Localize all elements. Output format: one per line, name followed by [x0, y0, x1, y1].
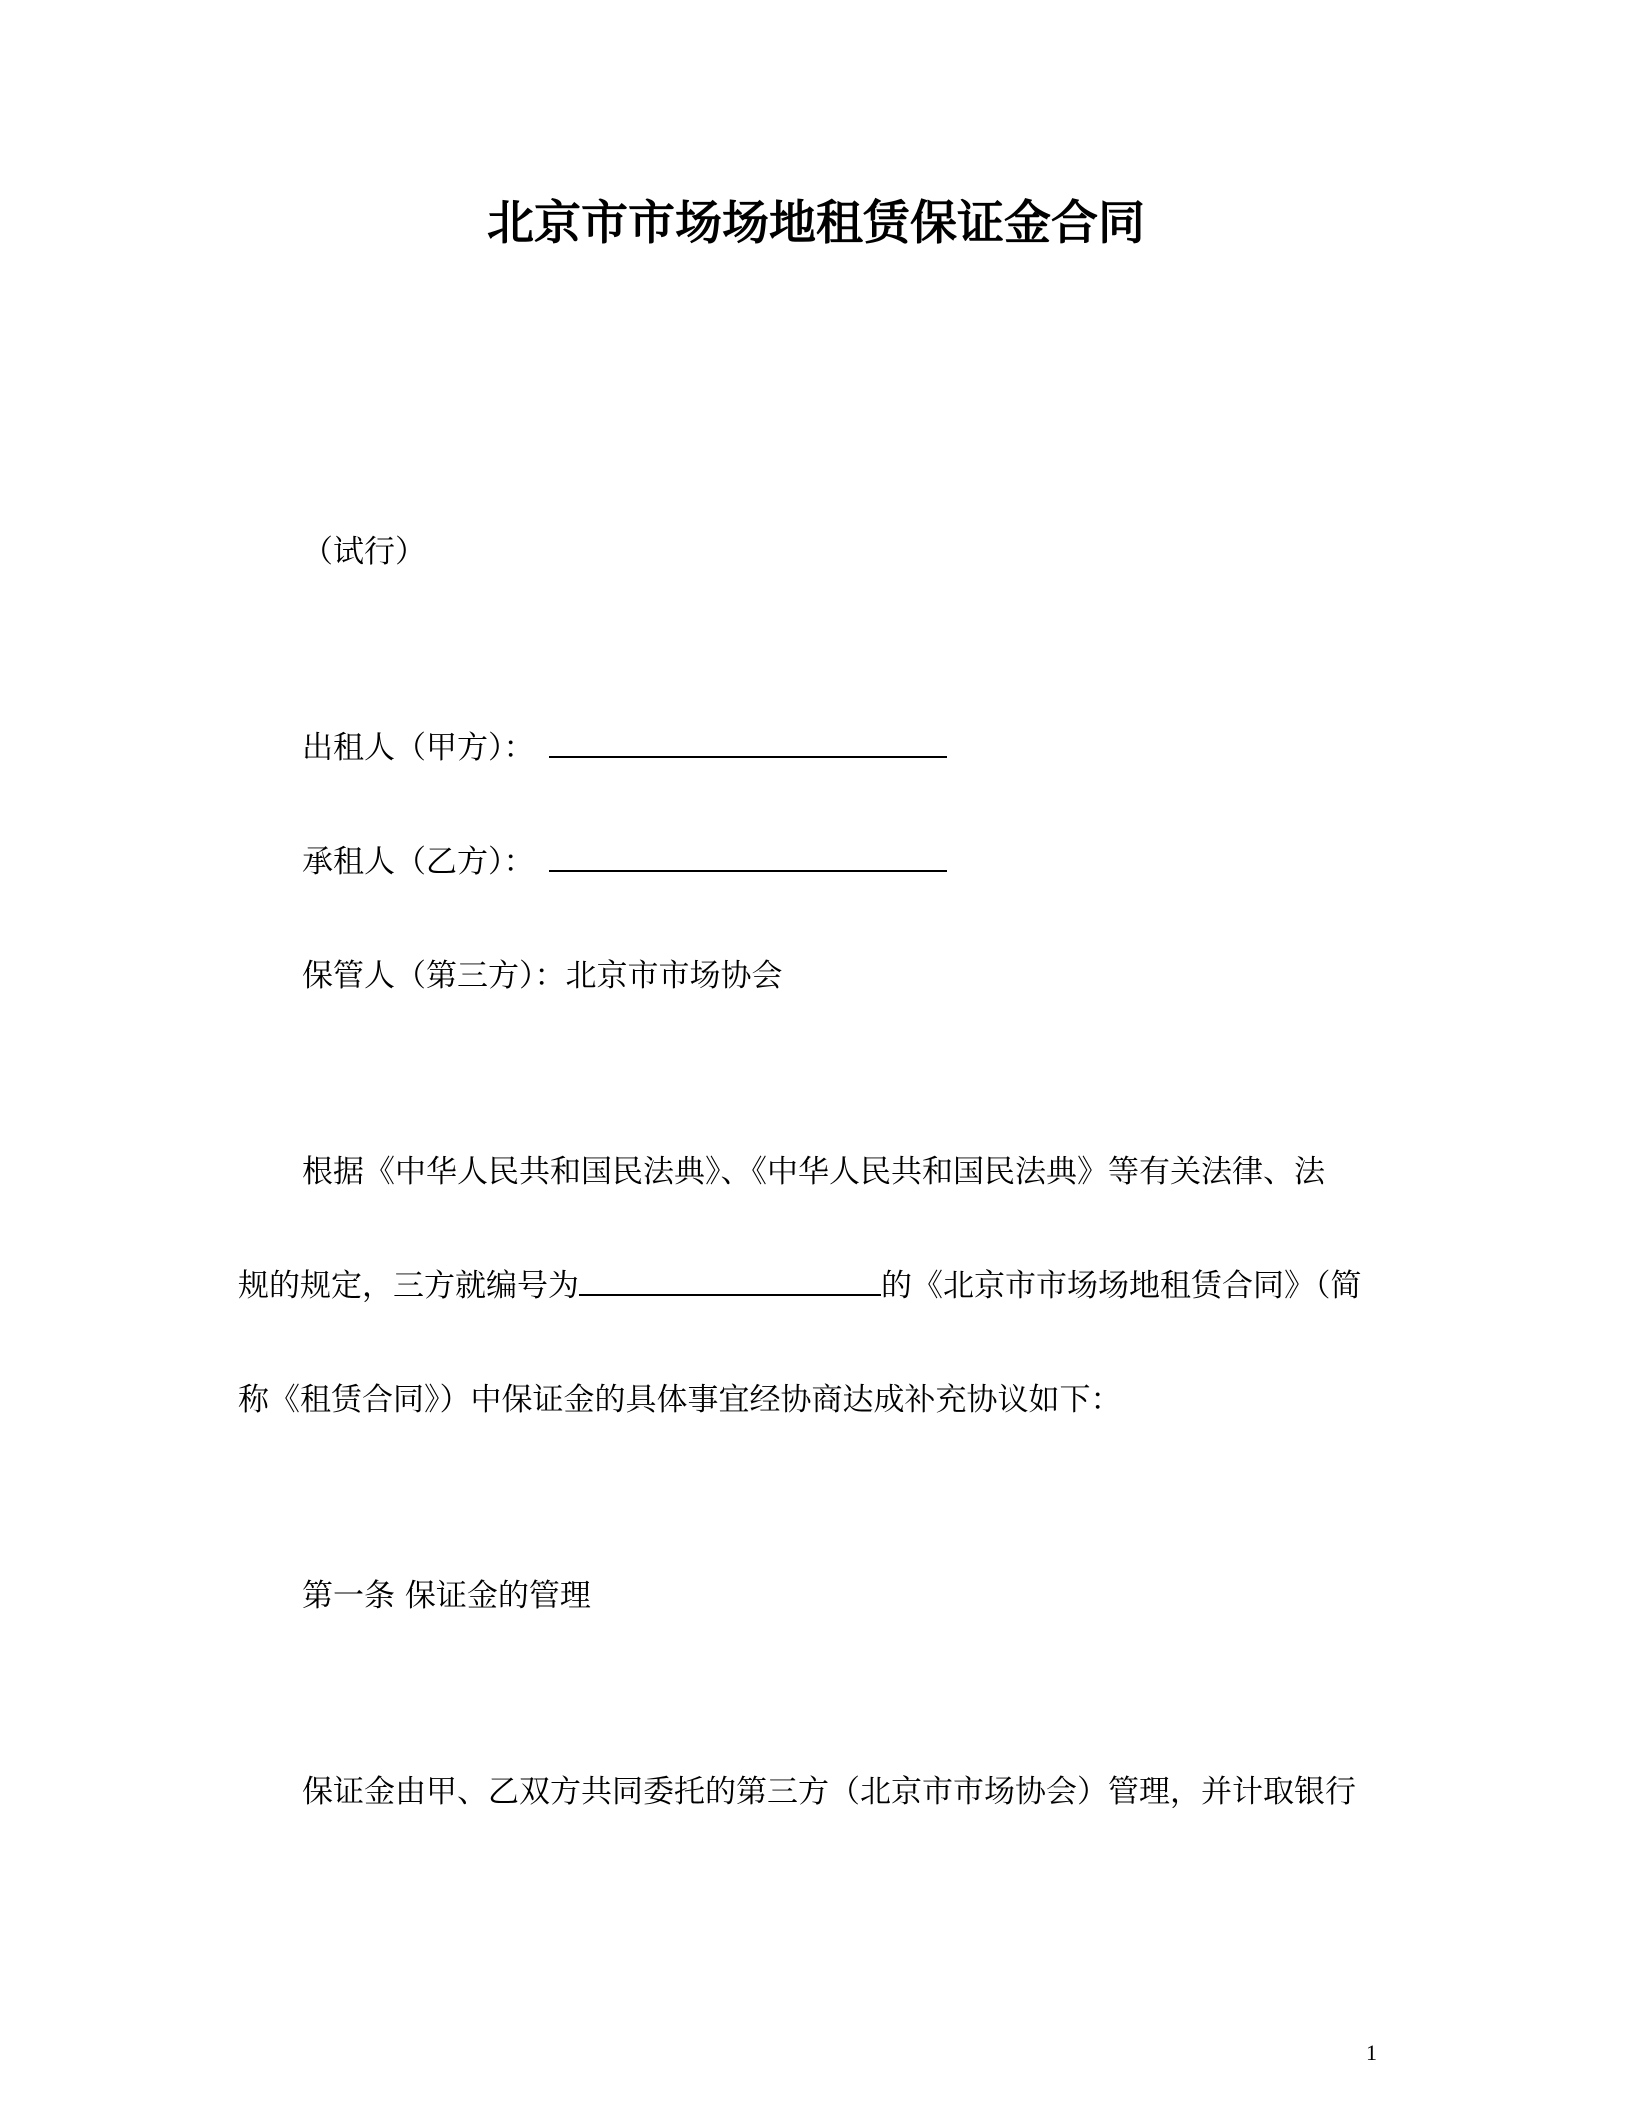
custodian-value: 北京市市场协会 — [565, 958, 783, 994]
lessor-line — [302, 726, 947, 770]
custodian-line — [302, 954, 783, 998]
preamble-line-2-before: 规的规定，三方就编号为 — [238, 1268, 579, 1304]
lessee-line — [302, 840, 947, 884]
lessor-blank-field[interactable] — [549, 726, 947, 758]
page-number: 1 — [1366, 2040, 1377, 2065]
preamble-line-3: 称《租赁合同》）中保证金的具体事宜经协商达成补充协议如下： — [238, 1382, 1122, 1418]
lessee-label: 承租人（乙方）： — [302, 844, 535, 880]
lessor-label: 出租人（甲方）： — [302, 730, 535, 766]
contract-number-blank-field[interactable] — [579, 1264, 881, 1296]
preamble-line-1: 根据《中华人民共和国民法典》、《中华人民共和国民法典》等有关法律、法 — [302, 1154, 1325, 1190]
document-title: 北京市市场场地租赁保证金合同 — [487, 196, 1145, 251]
article-1-line-1: 保证金由甲、乙双方共同委托的第三方（北京市市场协会）管理，并计取银行 — [302, 1774, 1356, 1810]
document-subtitle: （试行） — [302, 534, 426, 570]
custodian-label: 保管人（第三方）： — [302, 958, 566, 994]
lessee-blank-field[interactable] — [549, 840, 947, 872]
preamble-line-2 — [238, 1264, 1362, 1308]
preamble-line-2-after: 的《北京市市场场地租赁合同》（简 — [881, 1268, 1362, 1304]
article-1-heading: 第一条 保证金的管理 — [302, 1578, 591, 1614]
